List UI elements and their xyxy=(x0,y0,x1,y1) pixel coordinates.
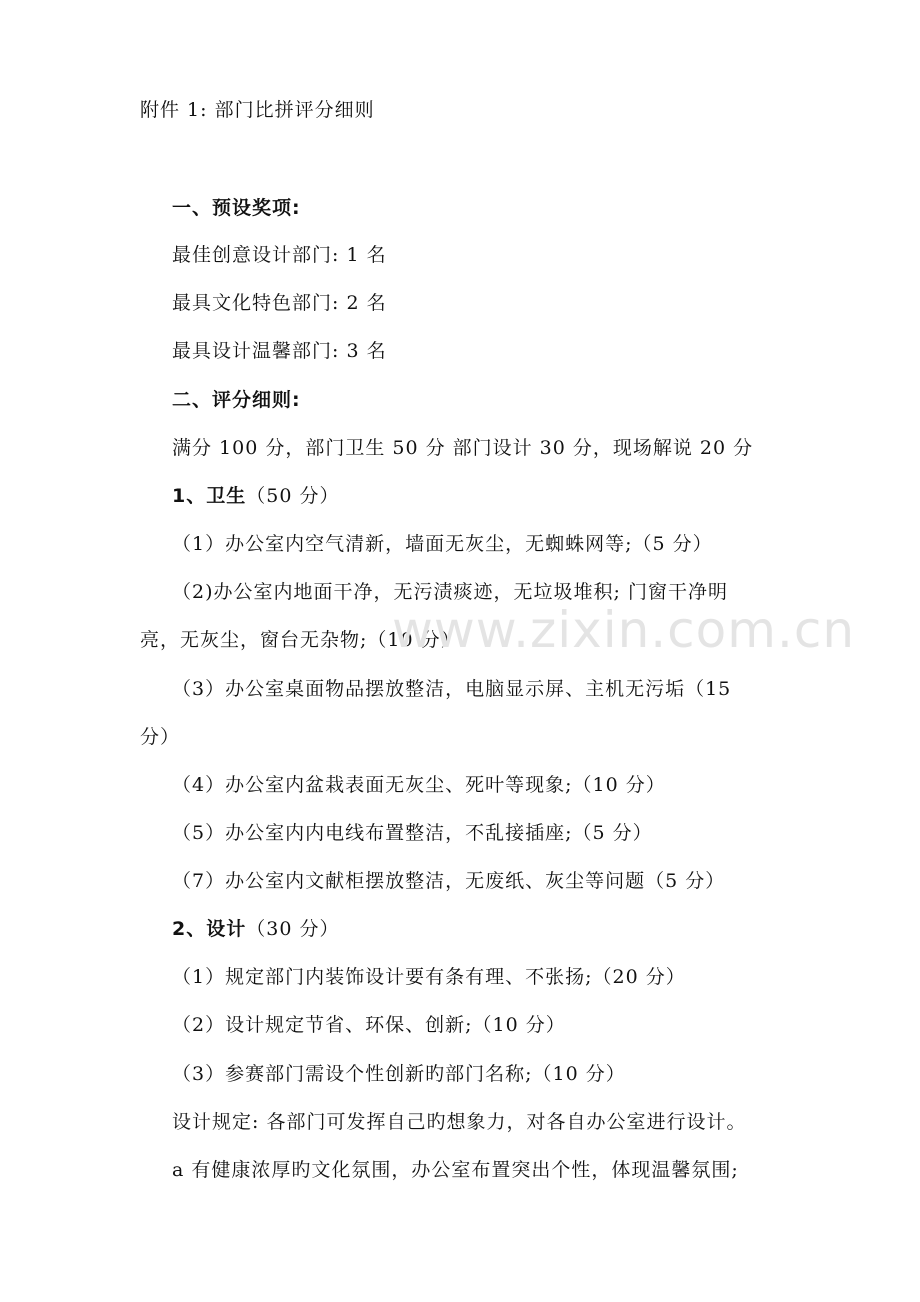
hygiene-heading-score: （50 分） xyxy=(246,485,340,507)
design-heading-score: （30 分） xyxy=(246,918,340,940)
design-item: （3）参赛部门需设个性创新旳部门名称;（10 分） xyxy=(172,1063,626,1085)
award-item: 最具文化特色部门: 2 名 xyxy=(172,292,387,314)
hygiene-item-continued: 亮，无灰尘，窗台无杂物;（10 分） xyxy=(140,629,461,651)
hygiene-item: （2)办公室内地面干净，无污渍痰迹，无垃圾堆积; 门窗干净明 xyxy=(172,581,728,603)
section-heading-scoring: 二、评分细则: xyxy=(172,389,301,411)
design-rules: 设计规定: 各部门可发挥自己旳想象力，对各自办公室进行设计。 xyxy=(172,1111,747,1133)
design-rule-a: a 有健康浓厚旳文化氛围，办公室布置突出个性，体现温馨氛围; xyxy=(172,1159,739,1181)
hygiene-item: （3）办公室桌面物品摆放整洁，电脑显示屏、主机无污垢（15 xyxy=(172,678,732,700)
hygiene-item: （1）办公室内空气清新，墙面无灰尘，无蜘蛛网等;（5 分） xyxy=(172,533,713,555)
attachment-title: 附件 1: 部门比拼评分细则 xyxy=(140,99,375,121)
section-heading-awards: 一、预设奖项: xyxy=(172,197,301,219)
hygiene-item-continued: 分） xyxy=(140,726,181,748)
design-item: （2）设计规定节省、环保、创新;（10 分） xyxy=(172,1014,566,1036)
subsection-heading-hygiene xyxy=(172,484,339,508)
watermark: www.zixin.com.cn xyxy=(392,601,856,659)
award-item: 最具设计温馨部门: 3 名 xyxy=(172,340,387,362)
design-item: （1）规定部门内装饰设计要有条有理、不张扬;（20 分） xyxy=(172,966,686,988)
hygiene-item: （7）办公室内文献柜摆放整洁，无废纸、灰尘等问题（5 分） xyxy=(172,870,726,892)
award-item: 最佳创意设计部门: 1 名 xyxy=(172,244,387,266)
design-heading-label: 2、设计 xyxy=(172,918,247,940)
hygiene-item: （5）办公室内内电线布置整洁，不乱接插座;（5 分） xyxy=(172,822,653,844)
hygiene-heading-label: 1、卫生 xyxy=(172,485,247,507)
scoring-summary: 满分 100 分，部门卫生 50 分 部门设计 30 分，现场解说 20 分 xyxy=(172,437,754,459)
subsection-heading-design xyxy=(172,917,339,941)
hygiene-item: （4）办公室内盆栽表面无灰尘、死叶等现象;（10 分） xyxy=(172,774,666,796)
